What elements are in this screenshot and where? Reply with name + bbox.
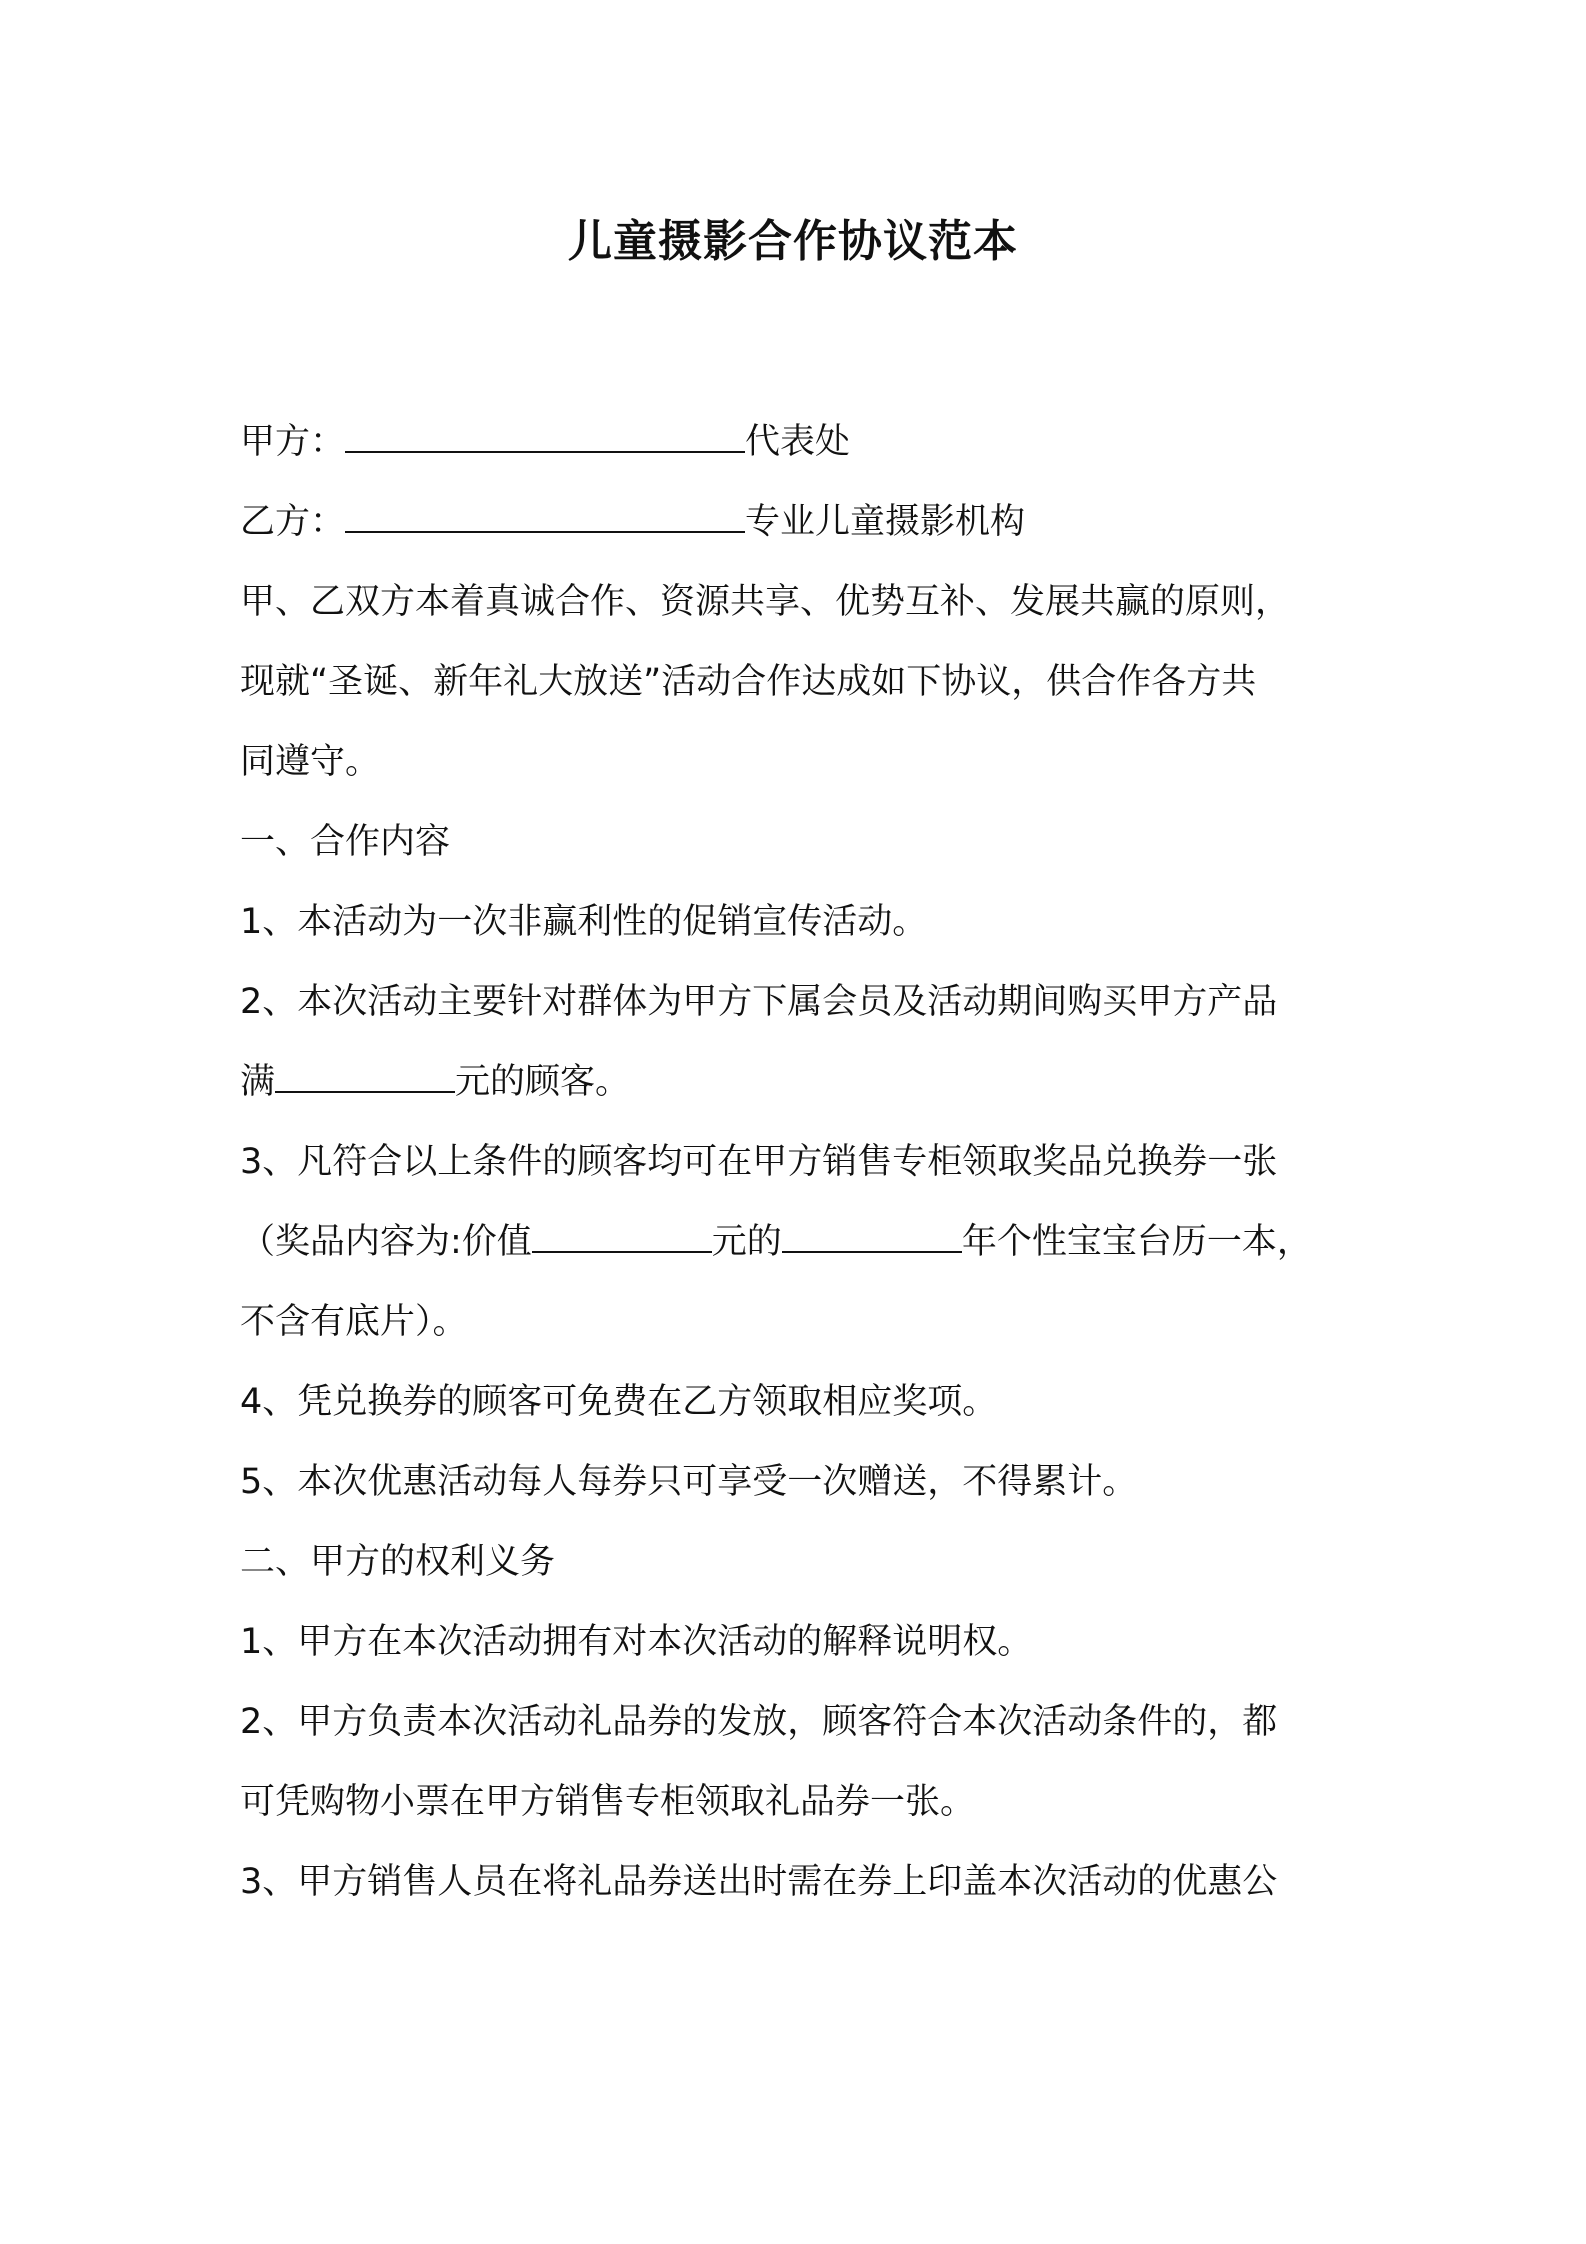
section-2-item-3-line-1: 3、甲方销售人员在将礼品券送出时需在券上印盖本次活动的优惠公 xyxy=(240,1862,1278,1902)
document-body xyxy=(240,402,1370,1922)
party-b-blank xyxy=(345,501,745,533)
section-1-item-3-line-1: 3、凡符合以上条件的顾客均可在甲方销售专柜领取奖品兑换券一张 xyxy=(240,1142,1278,1182)
party-a-suffix: 代表处 xyxy=(745,422,851,462)
intro-line-3: 同遵守。 xyxy=(240,742,381,782)
section-1-item-5: 5、本次优惠活动每人每券只可享受一次赠送，不得累计。 xyxy=(240,1462,1138,1502)
year-blank xyxy=(782,1221,962,1253)
section-1-item-2-line-1: 2、本次活动主要针对群体为甲方下属会员及活动期间购买甲方产品 xyxy=(240,982,1278,1022)
item-3-suffix: 年个性宝宝台历一本， xyxy=(961,1222,1312,1262)
party-a-line xyxy=(240,402,1370,482)
section-2-heading: 二、甲方的权利义务 xyxy=(240,1542,556,1582)
section-1-item-3-line-2 xyxy=(240,1202,1370,1282)
section-2-item-2-line-1: 2、甲方负责本次活动礼品券的发放，顾客符合本次活动条件的，都 xyxy=(240,1702,1278,1742)
item-3-mid: 元的 xyxy=(711,1222,782,1262)
party-b-suffix: 专业儿童摄影机构 xyxy=(745,502,1026,542)
party-a-blank xyxy=(345,421,745,453)
amount-blank xyxy=(275,1061,455,1093)
item-2-prefix: 满 xyxy=(240,1062,276,1102)
document-title: 儿童摄影合作协议范本 xyxy=(568,216,1018,267)
party-a-label: 甲方： xyxy=(240,422,346,462)
section-2-item-2-line-2: 可凭购物小票在甲方销售专柜领取礼品券一张。 xyxy=(240,1782,976,1822)
section-2-item-1: 1、甲方在本次活动拥有对本次活动的解释说明权。 xyxy=(240,1622,1033,1662)
section-1-item-3-line-3: 不含有底片）。 xyxy=(240,1302,468,1342)
section-1-item-2-line-2 xyxy=(240,1042,1370,1122)
item-2-suffix: 元的顾客。 xyxy=(455,1062,631,1102)
item-3-prefix: （奖品内容为:价值 xyxy=(240,1222,532,1262)
party-b-line xyxy=(240,482,1370,562)
section-1-item-1: 1、本活动为一次非赢利性的促销宣传活动。 xyxy=(240,902,928,942)
section-1-item-4: 4、凭兑换券的顾客可免费在乙方领取相应奖项。 xyxy=(240,1382,998,1422)
section-1-heading: 一、合作内容 xyxy=(240,822,451,862)
intro-line-2: 现就“圣诞、新年礼大放送”活动合作达成如下协议，供合作各方共 xyxy=(240,662,1257,702)
intro-line-1: 甲、乙双方本着真诚合作、资源共享、优势互补、发展共赢的原则， xyxy=(240,582,1291,622)
party-b-label: 乙方： xyxy=(240,502,346,542)
value-blank xyxy=(532,1221,712,1253)
